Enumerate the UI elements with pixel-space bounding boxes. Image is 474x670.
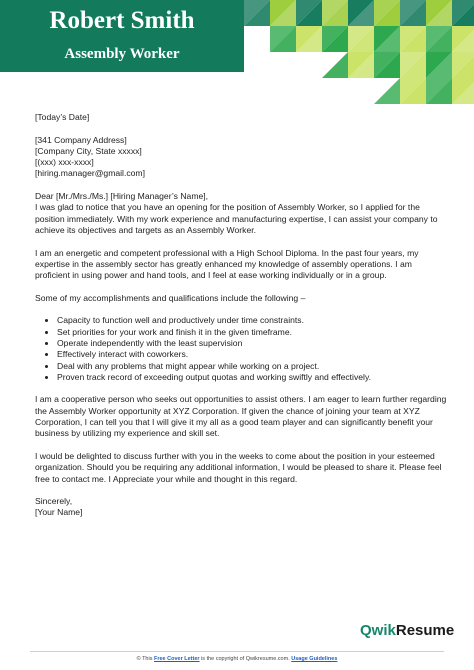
signature: [Your Name] <box>35 507 83 518</box>
qualifications-list <box>35 315 447 383</box>
list-item: • Operate independently with the least supervision <box>57 338 447 349</box>
list-item: • Capacity to function well and productively under time constraints. <box>57 315 447 326</box>
header-name-band <box>0 0 244 72</box>
usage-guidelines-link[interactable]: Usage Guidelines <box>291 656 338 662</box>
list-item: • Set priorities for your work and finish it in the given timeframe. <box>57 327 447 338</box>
free-cover-letter-link[interactable]: Free Cover Letter <box>154 656 200 662</box>
paragraph-cooperative: I am a cooperative person who seeks out opportunities to assist others. I am eager to learn further regarding the Assembly Worker opportunity at XYZ Corporation. If given the chance of joining your team at XYZ Corporation, I can tell you that I will give it my all as a good team player and can significantly benefit your business by utilizing my experience and skill set. <box>35 394 447 439</box>
paragraph-intro: I was glad to notice that you have an opening for the position of Assembly Worker, so I applied for the position immediately. With my work experience and manufacturing expertise, I can assist your company to achieve its objectives and targets as an Assembly Worker. <box>35 202 438 235</box>
footer-divider <box>30 651 444 652</box>
decor-triangle <box>374 78 400 104</box>
closing: Sincerely, <box>35 496 73 507</box>
list-item: • Deal with any problems that might appear while working on a project. <box>57 361 447 372</box>
letter-date: [Today’s Date] <box>35 112 90 122</box>
address-line: [341 Company Address] <box>35 134 127 145</box>
list-item: • Proven track record of exceeding output quotas and working swiftly and effectively. <box>57 372 447 383</box>
address-line: [(xxx) xxx-xxxx] <box>35 157 94 168</box>
paragraph-experience: I am an energetic and competent professional with a High School Diploma. In the past four years, my expertise in the assembly sector has greatly enhanced my knowledge of assembly operations. I am proficient in using power and hand tools, and I feel at ease working individually or in a group. <box>35 247 419 281</box>
paragraph-closing: I would be delighted to discuss further with you in the weeks to come about the position in your esteemed organization. Should you be requiring any additional information, I would be pleased to share it. Please feel free to contact me. I Appreciate your while and thought in this regard. <box>35 450 442 484</box>
address-line: [Company City, State xxxxx] <box>35 145 142 156</box>
applicant-name: Robert Smith <box>49 7 195 34</box>
address-line: [hiring.manager@gmail.com] <box>35 168 145 179</box>
list-item: • Effectively interact with coworkers. <box>57 349 447 360</box>
job-title: Assembly Worker <box>64 46 180 62</box>
footer-copyright: © This Free Cover Letter is the copyright of Qwikresume.com. Usage Guidelines <box>136 656 338 662</box>
qwikresume-logo: QwikResume <box>360 622 455 639</box>
letter-body <box>35 112 447 519</box>
salutation: Dear [Mr./Mrs./Ms.] [Hiring Manager’s Name], <box>35 191 209 202</box>
decorative-triangle-pattern <box>244 0 474 110</box>
list-intro: Some of my accomplishments and qualifications include the following – <box>35 292 306 303</box>
decor-triangle <box>322 52 348 78</box>
